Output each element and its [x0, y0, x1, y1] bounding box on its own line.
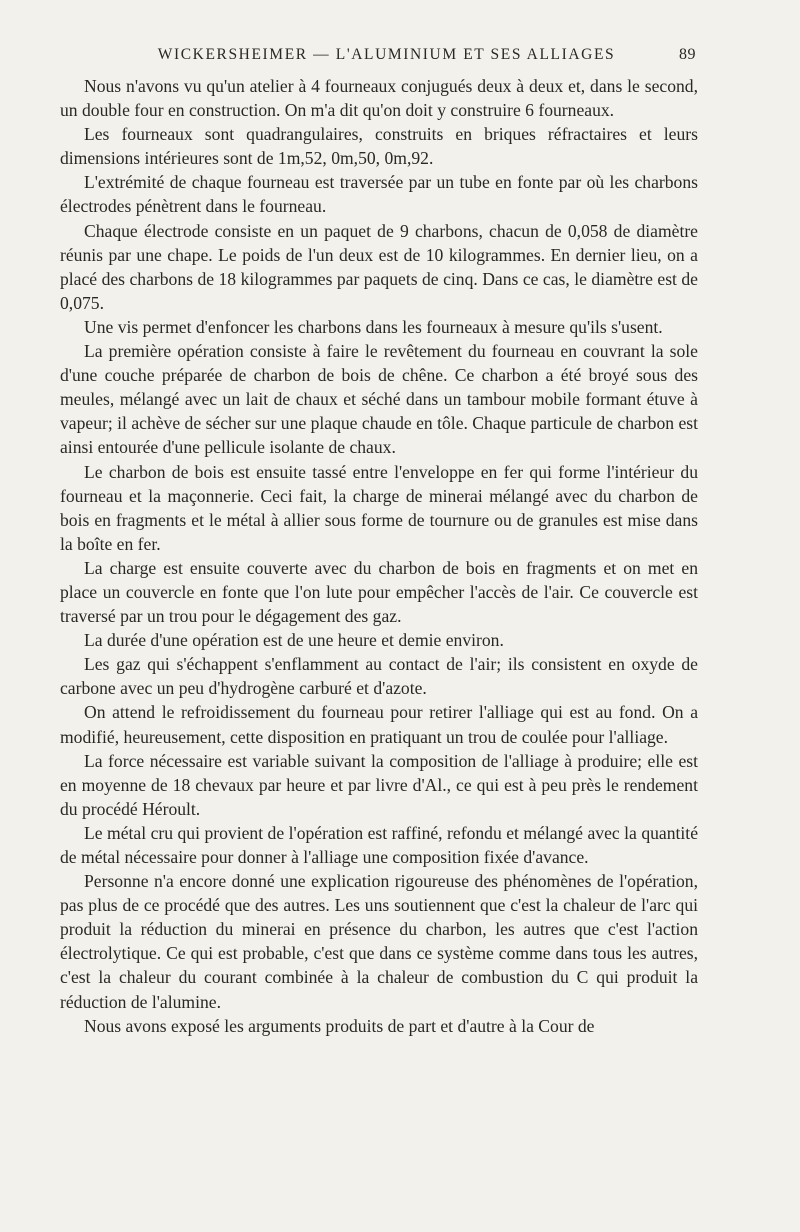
paragraph: La charge est ensuite couverte avec du charbon de bois en fragments et on met en place un couvercle en fonte que l'on lute pour empêcher l'accès de l'air. Ce couvercle est traversé par un trou pour le dégagement des gaz. — [60, 557, 698, 627]
paragraph: Le charbon de bois est ensuite tassé entre l'enveloppe en fer qui forme l'intérieur du fourneau et la maçonnerie. Ceci fait, la charge de minerai mélangé avec du charbon de bois en fragments et le métal à allier sous forme de tournure ou de granules est mise dans la boîte en fer. — [60, 461, 698, 554]
body-text — [60, 74, 698, 1038]
running-title: WICKERSHEIMER — L'ALUMINIUM ET SES ALLIAGES — [157, 46, 616, 63]
page-number: 89 — [679, 46, 696, 63]
paragraph: Nous n'avons vu qu'un atelier à 4 fourneaux conjugués deux à deux et, dans le second, un double four en construction. On m'a dit qu'on doit y construire 6 fourneaux. — [60, 76, 698, 121]
page-header — [94, 40, 696, 70]
paragraph: Une vis permet d'enfoncer les charbons dans les fourneaux à mesure qu'ils s'usent. — [84, 316, 663, 337]
paragraph: Les gaz qui s'échappent s'enflamment au contact de l'air; ils consistent en oxyde de carbone avec un peu d'hydrogène carburé et d'azote. — [60, 654, 698, 699]
paragraph: L'extrémité de chaque fourneau est traversée par un tube en fonte par où les charbons électrodes pénètrent dans le fourneau. — [60, 172, 698, 217]
paragraph: Les fourneaux sont quadrangulaires, construits en briques réfractaires et leurs dimensions intérieures sont de 1m,52, 0m,50, 0m,92. — [60, 124, 698, 169]
paragraph: On attend le refroidissement du fourneau pour retirer l'alliage qui est au fond. On a modifié, heureusement, cette disposition en pratiquant un trou de coulée pour l'alliage. — [60, 702, 698, 747]
paragraph: La force nécessaire est variable suivant la composition de l'alliage à produire; elle est en moyenne de 18 chevaux par heure et par livre d'Al., ce qui est à peu près le rendement du procédé Héroult. — [60, 750, 698, 819]
paragraph: Nous avons exposé les arguments produits de part et d'autre à la Cour de — [84, 1015, 595, 1036]
paragraph: Le métal cru qui provient de l'opération est raffiné, refondu et mélangé avec la quantité de métal nécessaire pour donner à l'alliage une composition fixée d'avance. — [60, 822, 698, 867]
paragraph: La durée d'une opération est de une heure et demie environ. — [84, 630, 504, 651]
paragraph: La première opération consiste à faire le revêtement du fourneau en couvrant la sole d'une couche préparée de charbon de bois de chêne. Ce charbon a été broyé sous des meules, mélangé avec un lait de chaux et séché dans un tambour mobile formant étuve à vapeur; il achève de sécher sur une plaque chaude en tôle. Chaque particule de charbon est ainsi entourée d'une pellicule isolante de chaux. — [60, 341, 698, 458]
paragraph: Personne n'a encore donné une explication rigoureuse des phénomènes de l'opération, pas plus de ce procédé que des autres. Les uns soutiennent que c'est la chaleur de l'arc qui produit la réduction du minerai en présence du charbon, les autres que c'est l'action électrolytique. Ce qui est probable, c'est que dans ce système comme dans tous les autres, c'est la chaleur du courant combinée à la chaleur de combustion du C qui produit la réduction de l'alumine. — [60, 871, 698, 1012]
paragraph: Chaque électrode consiste en un paquet de 9 charbons, chacun de 0,058 de diamètre réunis par une chape. Le poids de l'un deux est de 10 kilogrammes. En dernier lieu, on a placé des charbons de 18 kilogrammes par paquets de cinq. Dans ce cas, le diamètre est de 0,075. — [60, 220, 698, 313]
